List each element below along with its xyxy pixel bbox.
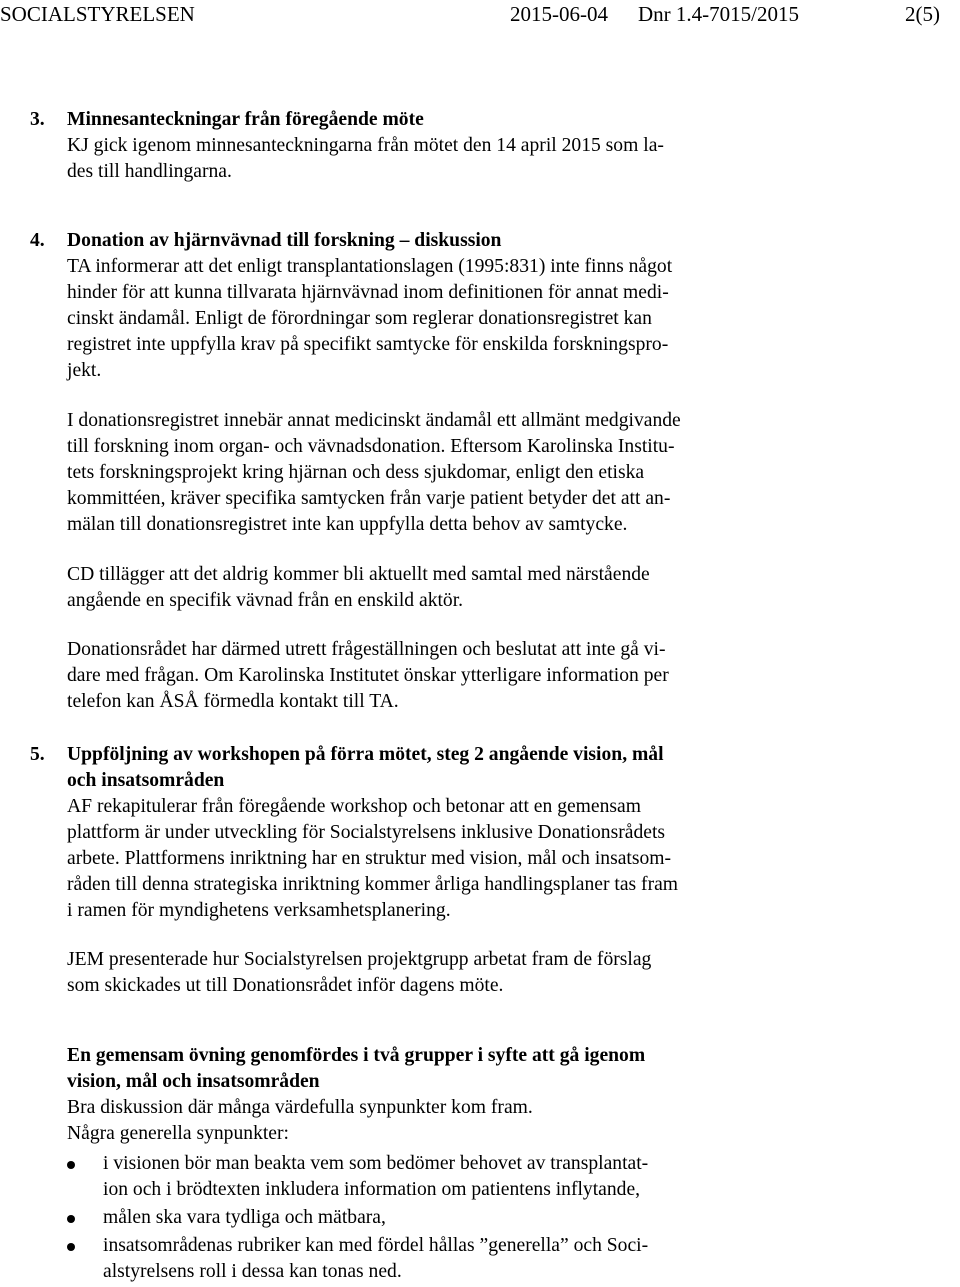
exercise-text-line: Bra diskussion där många värdefulla synpunkter kom fram.	[67, 1097, 533, 1118]
section-text-line: i ramen för myndighetens verksamhetsplanering.	[67, 900, 451, 921]
exercise-heading-line: vision, mål och insatsområden	[67, 1071, 320, 1092]
paragraph-line: I donationsregistret innebär annat medicinskt ändamål ett allmänt medgivande	[67, 410, 681, 431]
section-text-line: jekt.	[67, 360, 102, 381]
header-date: 2015-06-04	[510, 2, 608, 26]
paragraph-line: telefon kan ÅSÅ förmedla kontakt till TA.	[67, 691, 399, 712]
paragraph-line: tets forskningsprojekt kring hjärnan och dess sjukdomar, enligt den etiska	[67, 462, 645, 483]
section-text-line: TA informerar att det enligt transplantationslagen (1995:831) inte finns något	[67, 256, 673, 277]
section-title: Minnesanteckningar från föregående möte	[67, 109, 424, 130]
section-3	[30, 107, 770, 185]
bullet-icon	[67, 1243, 75, 1251]
section-5-paragraph-2	[67, 947, 767, 999]
section-text-line: KJ gick igenom minnesanteckningarna från mötet den 14 april 2015 som la-	[67, 135, 664, 156]
section-text-line: plattform är under utveckling för Socialstyrelsens inklusive Donationsrådets	[67, 822, 666, 843]
paragraph-line: Donationsrådet har därmed utrett frågeställningen och beslutat att inte gå vi-	[67, 639, 666, 660]
synpunkter-list	[67, 1151, 767, 1287]
header-dnr: Dnr 1.4-7015/2015	[638, 2, 799, 26]
section-4-paragraph-2	[67, 408, 767, 538]
section-4-paragraph-3	[67, 562, 767, 614]
list-item-line: ion och i brödtexten inkludera information om patientens inflytande,	[103, 1179, 641, 1200]
section-number: 5.	[30, 744, 45, 765]
bullet-icon	[67, 1215, 75, 1223]
section-title: Donation av hjärnvävnad till forskning – diskussion	[67, 230, 502, 251]
paragraph-line: som skickades ut till Donationsrådet inför dagens möte.	[67, 975, 504, 996]
page-header	[0, 1, 960, 29]
paragraph-line: angående en specifik vävnad från en enskild aktör.	[67, 590, 464, 611]
section-title-line: Uppföljning av workshopen på förra mötet, steg 2 angående vision, mål	[67, 744, 664, 765]
list-item-line: i visionen bör man beakta vem som bedömer behovet av transplantat-	[103, 1153, 649, 1174]
exercise-block	[67, 1043, 767, 1147]
list-item	[67, 1205, 767, 1231]
header-page-number: 2(5)	[905, 2, 940, 26]
list-item	[67, 1151, 767, 1203]
paragraph-line: kommittéen, kräver specifika samtycken från varje patient betyder det att an-	[67, 488, 671, 509]
list-item-line: alstyrelsens roll i dessa kan tonas ned.	[103, 1261, 402, 1282]
section-text-line: AF rekapitulerar från föregående workshop och betonar att en gemensam	[67, 796, 641, 817]
section-title-line: och insatsområden	[67, 770, 225, 791]
header-organization: SOCIALSTYRELSEN	[0, 2, 195, 26]
section-text-line: arbete. Plattformens inriktning har en struktur med vision, mål och insatsom-	[67, 848, 672, 869]
bullet-icon	[67, 1161, 75, 1169]
section-text-line: råden till denna strategiska inriktning kommer årliga handlingsplaner tas fram	[67, 874, 679, 895]
paragraph-line: dare med frågan. Om Karolinska Institutet önskar ytterligare information per	[67, 665, 669, 686]
section-4-paragraph-4	[67, 637, 767, 715]
exercise-text-line: Några generella synpunkter:	[67, 1123, 289, 1144]
section-text-line: hinder för att kunna tillvarata hjärnvävnad inom definitionen för annat medi-	[67, 282, 669, 303]
list-item-line: målen ska vara tydliga och mätbara,	[103, 1207, 386, 1228]
paragraph-line: mälan till donationsregistret inte kan uppfylla detta behov av samtycke.	[67, 514, 628, 535]
section-text-line: cinskt ändamål. Enligt de förordningar som reglerar donationsregistret kan	[67, 308, 652, 329]
list-item-line: insatsområdenas rubriker kan med fördel hållas ”generella” och Soci-	[103, 1235, 649, 1256]
paragraph-line: JEM presenterade hur Socialstyrelsen projektgrupp arbetat fram de förslag	[67, 949, 652, 970]
section-4	[30, 228, 770, 384]
paragraph-line: CD tillägger att det aldrig kommer bli aktuellt med samtal med närstående	[67, 564, 650, 585]
list-item	[67, 1233, 767, 1285]
section-text-line: des till handlingarna.	[67, 161, 232, 182]
section-number: 4.	[30, 230, 45, 251]
section-number: 3.	[30, 109, 45, 130]
section-5	[30, 742, 770, 924]
section-text-line: registret inte uppfylla krav på specifikt samtycke för enskilda forskningspro-	[67, 334, 669, 355]
exercise-heading-line: En gemensam övning genomfördes i två grupper i syfte att gå igenom	[67, 1045, 646, 1066]
paragraph-line: till forskning inom organ- och vävnadsdonation. Eftersom Karolinska Institu-	[67, 436, 675, 457]
